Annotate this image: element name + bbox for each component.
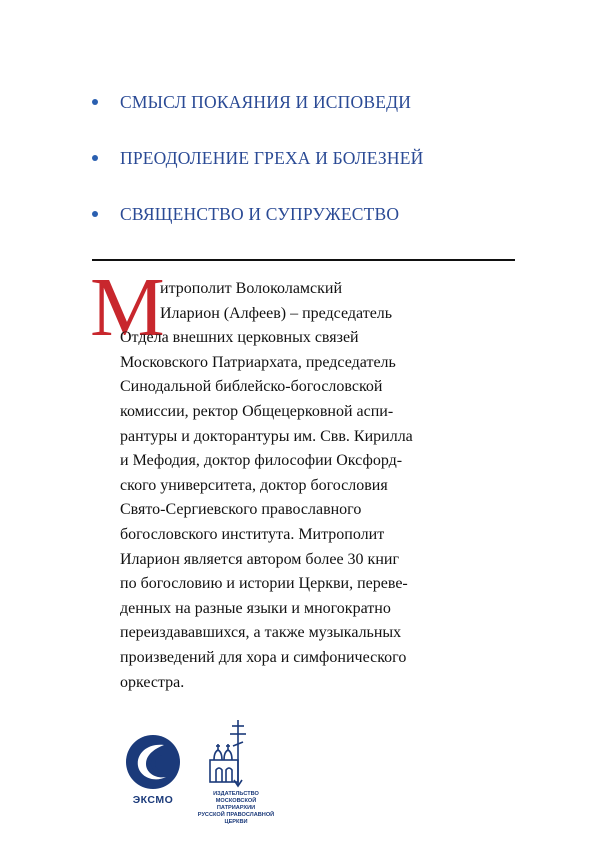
bio-line: ского университета, доктор богословия [120, 476, 388, 494]
publisher-line: РУССКОЙ ПРАВОСЛАВНОЙ ЦЕРКВИ [197, 812, 275, 825]
bio-line: денных на разные языки и многократно [120, 599, 391, 617]
topic-label: СВЯЩЕНСТВО И СУПРУЖЕСТВО [120, 203, 400, 224]
bio-line: Московского Патриархата, председатель [120, 353, 396, 371]
bio-line: переиздававшихся, а также музыкальных [120, 624, 402, 642]
bio-line: произведений для хора и симфонического [120, 648, 407, 666]
bullet-dot-icon [92, 155, 98, 161]
patriarchate-publisher-label [196, 791, 276, 826]
eksmo-wordmark: ЭКСМО [132, 794, 174, 806]
eksmo-logo-icon [124, 733, 182, 791]
bio-line: богословского института. Митрополит [120, 525, 385, 543]
bio-line: комиссии, ректор Общецерковной аспи- [120, 402, 394, 420]
topic-item [92, 144, 423, 172]
bio-line: рантуры и докторантуры им. Свв. Кирилла [120, 427, 413, 445]
bio-line: Свято-Сергиевского православного [120, 501, 362, 519]
topic-label: СМЫСЛ ПОКАЯНИЯ И ИСПОВЕДИ [120, 91, 412, 112]
bio-line: Синодальной библейско-богословской [120, 378, 383, 396]
drop-cap: М [90, 261, 165, 354]
bio-line: Иларион является автором более 30 книг [120, 550, 399, 568]
bio-line: Отдела внешних церковных связей [120, 329, 359, 347]
bullet-dot-icon [92, 211, 98, 217]
church-cross-logo-icon [200, 718, 270, 793]
publisher-line: ИЗДАТЕЛЬСТВО [213, 791, 259, 797]
bio-line: по богословию и истории Церкви, переве- [120, 575, 408, 593]
topic-item [92, 200, 423, 228]
author-bio [120, 277, 500, 695]
bio-line: и Мефодия, доктор философии Оксфорд- [120, 452, 403, 470]
bio-line: Иларион (Алфеев) – председатель [160, 304, 393, 322]
bio-line: итрополит Волоколамский [160, 280, 343, 297]
bullet-dot-icon [92, 99, 98, 105]
topic-item [92, 88, 423, 116]
publisher-line: МОСКОВСКОЙ ПАТРИАРХИИ [215, 798, 257, 811]
bio-line: оркестра. [120, 673, 185, 691]
topic-label: ПРЕОДОЛЕНИЕ ГРЕХА И БОЛЕЗНЕЙ [120, 147, 424, 168]
topic-list [92, 88, 423, 256]
